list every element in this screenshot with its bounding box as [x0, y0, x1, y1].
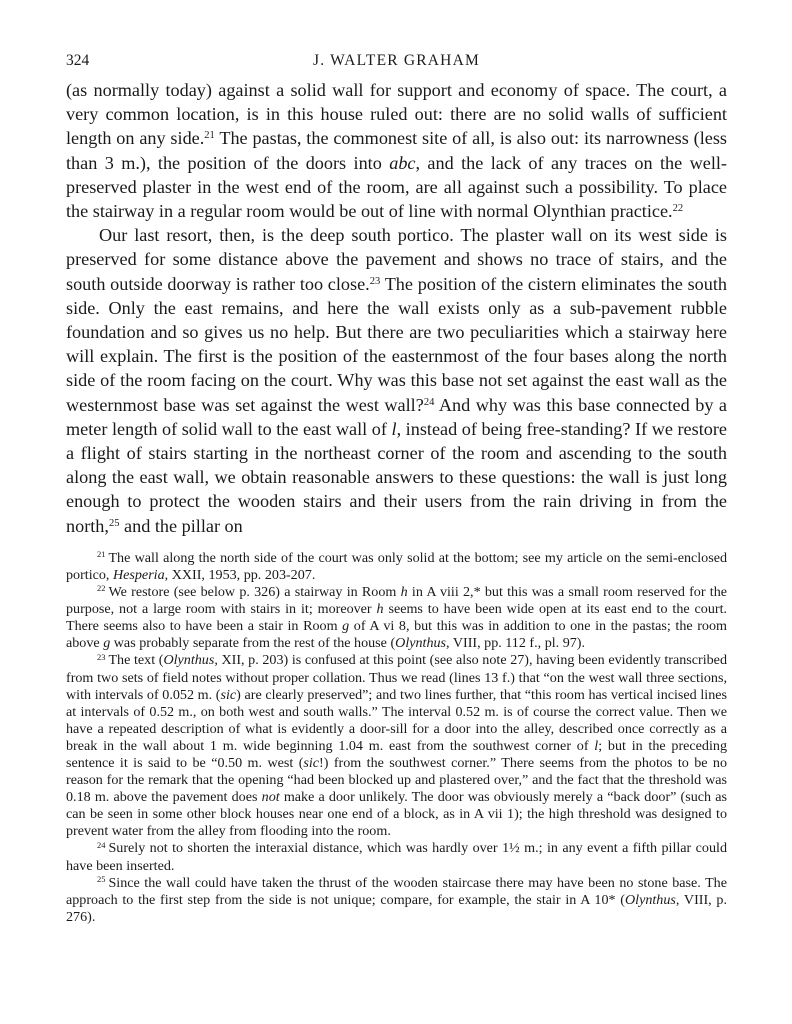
footnotes — [66, 550, 727, 926]
footnote-text: The text (Olynthus, XII, p. 203) is confused at this point (see also note 27), having been evidently transcribed from two sets of field notes without proper collation. Thus we read (lines 13 f.) that “on the west wall three sections, with intervals of 0.052 m. (sic) are clearly preserved”; and two lines further, that “this room has vertical incised lines at intervals of 0.52 m., on both west and south walls.” The interval 0.52 m. is of course the correct value. Then we have a repeated description of what is evidently a door-sill for a door into the alley, described once correctly as a break in the wall about 1 m. wide beginning 1.04 m. east from the southwest corner of l; but in the preceding sentence it is said to be “0.50 m. west (sic!) from the southwest corner.” There seems from the photos to be no reason for the remark that the opening “had been blocked up and plastered over,” and the fact that the threshold was 0.18 m. above the pavement does not make a door unlikely. The door was obviously merely a “back door” (such as can be seen in some other block houses near one end of a block, as in A vii 1); the high threshold was designed to prevent water from the alley from flooding into the room. — [66, 652, 728, 840]
footnote-number: 22 — [97, 583, 106, 594]
footnote — [66, 584, 727, 652]
footnote-number: 25 — [97, 874, 106, 884]
running-head: J. WALTER GRAHAM — [313, 52, 480, 69]
body-paragraph: Our last resort, then, is the deep south portico. The plaster wall on its west side is preserved for some distance above the pavement and shows no trace of stairs, and the south outside doorway is rather too close.$^{23}$ The position of the cistern eliminates the south side. Only the east remains, and here the wall exists only as a sub-pavement rubble foundation and so gives us no help. But there are two peculiarities which a stairway here will explain. The first is the position of the easternmost of the four bases along the north side of the room facing on the court. Why was this base not set against the east wall as the westernmost base was set against the west wall?$^{24}$ And why was this base connected by a meter length of solid wall to the east wall of l, instead of being free-standing? If we restore a flight of stairs starting in the northeast corner of the room and ascending to the south along the east wall, we obtain reasonable answers to these questions: the wall is just long enough to protect the wooden stairs and their users from the rain driving in from the north,$^{25}$ and the pillar on — [66, 225, 728, 536]
footnote — [66, 652, 727, 840]
body-text — [66, 78, 727, 538]
footnote-text: We restore (see below p. 326) a stairway in Room h in A viii 2,* but this was a small room reserved for the purpose, not a large room with stairs in it; moreover h seems to have been wide open at its east end to the court. There seems also to have been a stair in Room g of A vi 8, but this was in addition to one in the pastas; the room above g was probably separate from the rest of the house (Olynthus, VIII, pp. 112 f., pl. 97). — [66, 584, 728, 652]
page — [66, 50, 727, 926]
footnote-number: 21 — [97, 549, 106, 560]
page-header — [66, 50, 727, 74]
footnote-number: 23 — [97, 651, 106, 662]
footnote — [66, 550, 727, 584]
footnote-number: 24 — [97, 839, 106, 850]
page-number: 324 — [66, 52, 90, 69]
footnote — [66, 875, 727, 926]
footnote-text: Surely not to shorten the interaxial distance, which was hardly over 1½ m.; in any event a fifth pillar could have been inserted. — [66, 840, 727, 874]
footnote — [66, 840, 727, 874]
footnote-text: The wall along the north side of the court was only solid at the bottom; see my article on the semi-enclosed portico, Hesperia, XXII, 1953, pp. 203-207. — [66, 549, 727, 583]
footnote-text: Since the wall could have taken the thrust of the wooden staircase there may have been no stone base. The approach to the first step from the side is not unique; compare, for example, the stair in A 10* (Olynthus, VIII, p. 276). — [66, 874, 727, 925]
body-paragraph: (as normally today) against a solid wall for support and economy of space. The court, a very common location, is in this house ruled out: there are no solid walls of sufficient length on any side.$^{21}$ The pastas, the commonest site of all, is also out: its narrowness (less than 3 m.), the position of the doors into abc, and the lack of any traces on the well-preserved plaster in the west end of the room, are all against such a possibility. To place the stairway in a regular room would be out of line with normal Olynthian practice.$^{22}$ — [66, 80, 727, 222]
